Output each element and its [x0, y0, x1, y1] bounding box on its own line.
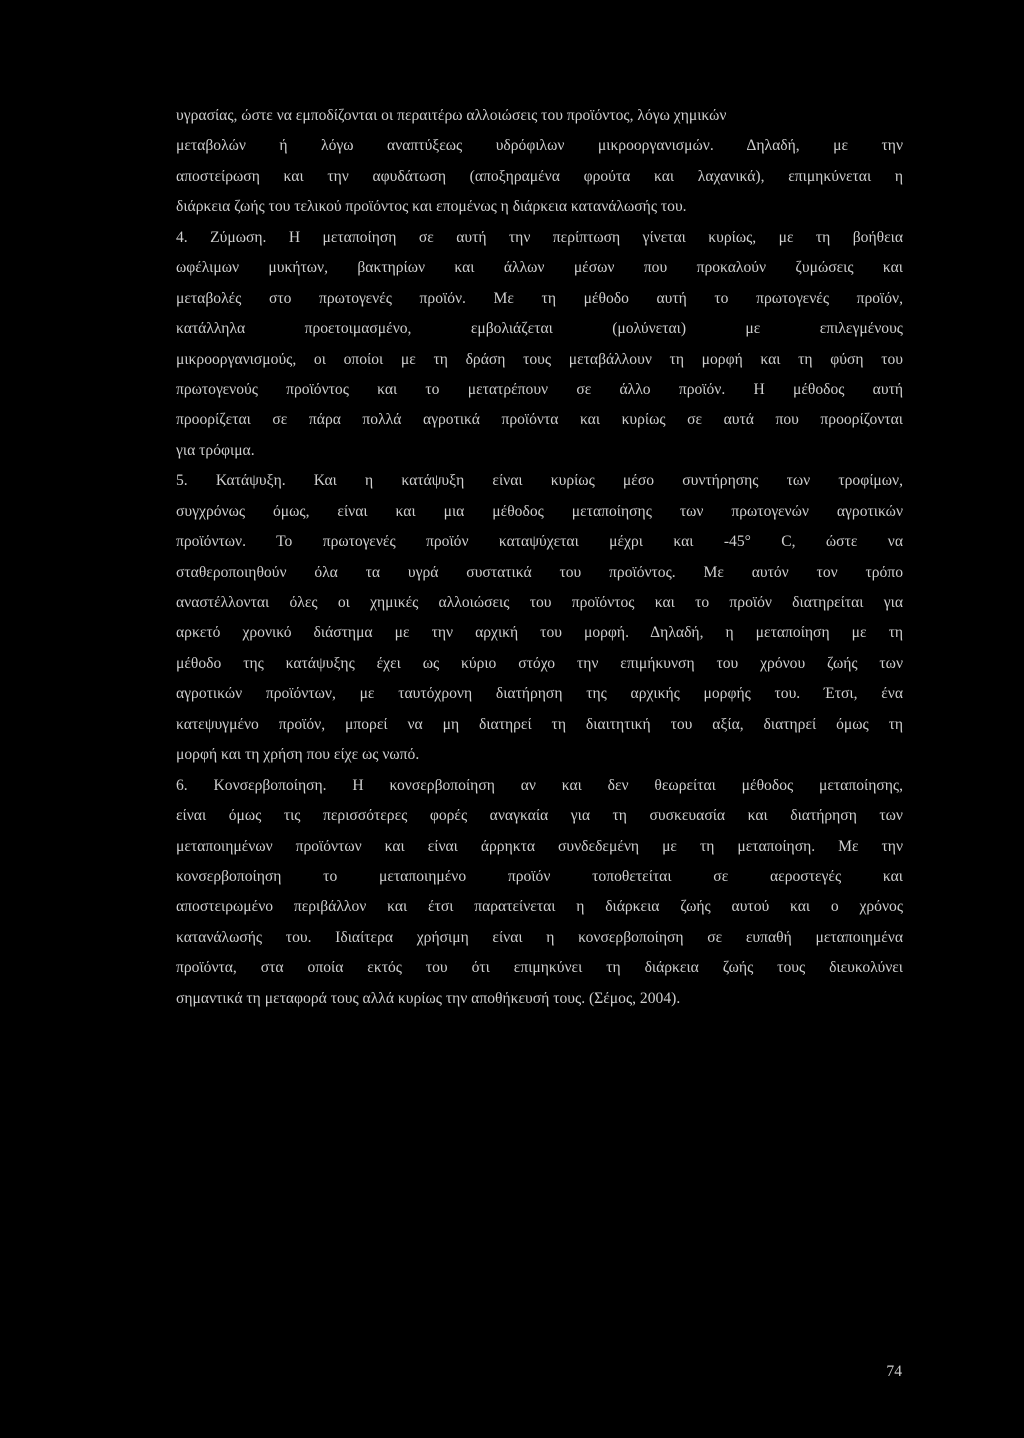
text-line: κατεψυγμένο προϊόν, μπορεί να μη διατηρεί τη διαιτητική του αξία, διατηρεί όμως τη: [176, 715, 903, 733]
text-line: κατάλληλα προετοιμασμένο, εμβολιάζεται (μολύνεται) με επιλεγμένους: [176, 320, 903, 338]
text-line: μορφή και τη χρήση που είχε ως νωπό.: [176, 746, 420, 764]
text-line: πρωτογενούς προϊόντος και το μετατρέπουν σε άλλο προϊόν. Η μέθοδος αυτή: [176, 380, 903, 398]
text-line: μεταβολές στο πρωτογενές προϊόν. Με τη μέθοδο αυτή το πρωτογενές προϊόν,: [176, 289, 903, 307]
text-line: συγχρόνως όμως, είναι και μια μέθοδος μεταποίησης των πρωτογενών αγροτικών: [176, 502, 903, 520]
text-line: προϊόντων. Το πρωτογενές προϊόν καταψύχεται μέχρι και -45° C, ώστε να: [176, 533, 903, 551]
text-line: 5. Κατάψυξη. Και η κατάψυξη είναι κυρίως μέσο συντήρησης των τροφίμων,: [176, 472, 903, 490]
text-line: σταθεροποιηθούν όλα τα υγρά συστατικά του προϊόντος. Με αυτόν τον τρόπο: [176, 563, 903, 581]
text-line: κατανάλωσής του. Ιδιαίτερα χρήσιμη είναι η κονσερβοποίηση σε ευπαθή μεταποιημένα: [176, 928, 903, 946]
text-line: μεταβολών ή λόγω αναπτύξεως υδρόφιλων μικροοργανισμών. Δηλαδή, με την: [176, 137, 903, 155]
text-line: ωφέλιμων μυκήτων, βακτηρίων και άλλων μέσων που προκαλούν ζυμώσεις και: [176, 259, 903, 277]
text-line: 4. Ζύμωση. Η μεταποίηση σε αυτή την περίπτωση γίνεται κυρίως, με τη βοήθεια: [176, 228, 903, 246]
text-line: για τρόφιμα.: [176, 441, 255, 459]
text-line: μικροοργανισμούς, οι οποίοι με τη δράση τους μεταβάλλουν τη μορφή και τη φύση του: [176, 350, 903, 368]
text-line: προορίζεται σε πάρα πολλά αγροτικά προϊόντα και κυρίως σε αυτά που προορίζονται: [176, 411, 903, 429]
text-line: αρκετό χρονικό διάστημα με την αρχική του μορφή. Δηλαδή, η μεταποίηση με τη: [176, 624, 903, 642]
text-line: προϊόντα, στα οποία εκτός του ότι επιμηκύνει τη διάρκεια ζωής τους διευκολύνει: [176, 959, 903, 977]
text-line: διάρκεια ζωής του τελικού προϊόντος και επομένως η διάρκεια κατανάλωσής του.: [176, 198, 687, 216]
text-line: είναι όμως τις περισσότερες φορές αναγκαία για τη συσκευασία και διατήρηση των: [176, 807, 903, 825]
text-line: αποστειρωμένο περιβάλλον και έτσι παρατείνεται η διάρκεια ζωής αυτού και ο χρόνος: [176, 898, 903, 916]
body-text: [176, 101, 903, 1014]
text-line: αναστέλλονται όλες οι χημικές αλλοιώσεις του προϊόντος και το προϊόν διατηρείται για: [176, 594, 903, 611]
text-line: κονσερβοποίηση το μεταποιημένο προϊόν τοποθετείται σε αεροστεγές και: [176, 867, 903, 885]
text-line: 6. Κονσερβοποίηση. Η κονσερβοποίηση αν και δεν θεωρείται μέθοδος μεταποίησης,: [176, 776, 903, 794]
text-line: αποστείρωση και την αφυδάτωση (αποξηραμένα φρούτα και λαχανικά), επιμηκύνεται η: [176, 167, 903, 185]
text-line: υγρασίας, ώστε να εμποδίζονται οι περαιτέρω αλλοιώσεις του προϊόντος, λόγω χημικών: [176, 107, 727, 124]
text-line: μεταποιημένων προϊόντων και είναι άρρηκτα συνδεδεμένη με τη μεταποίηση. Με την: [176, 837, 903, 855]
text-line: μέθοδο της κατάψυξης έχει ως κύριο στόχο την επιμήκυνση του χρόνου ζωής των: [176, 654, 903, 672]
text-line: αγροτικών προϊόντων, με ταυτόχρονη διατήρηση της αρχικής μορφής του. Έτσι, ένα: [176, 685, 903, 703]
page-number: 74: [886, 1363, 902, 1380]
text-line: σημαντικά τη μεταφορά τους αλλά κυρίως την αποθήκευσή τους. (Σέμος, 2004).: [176, 989, 681, 1007]
